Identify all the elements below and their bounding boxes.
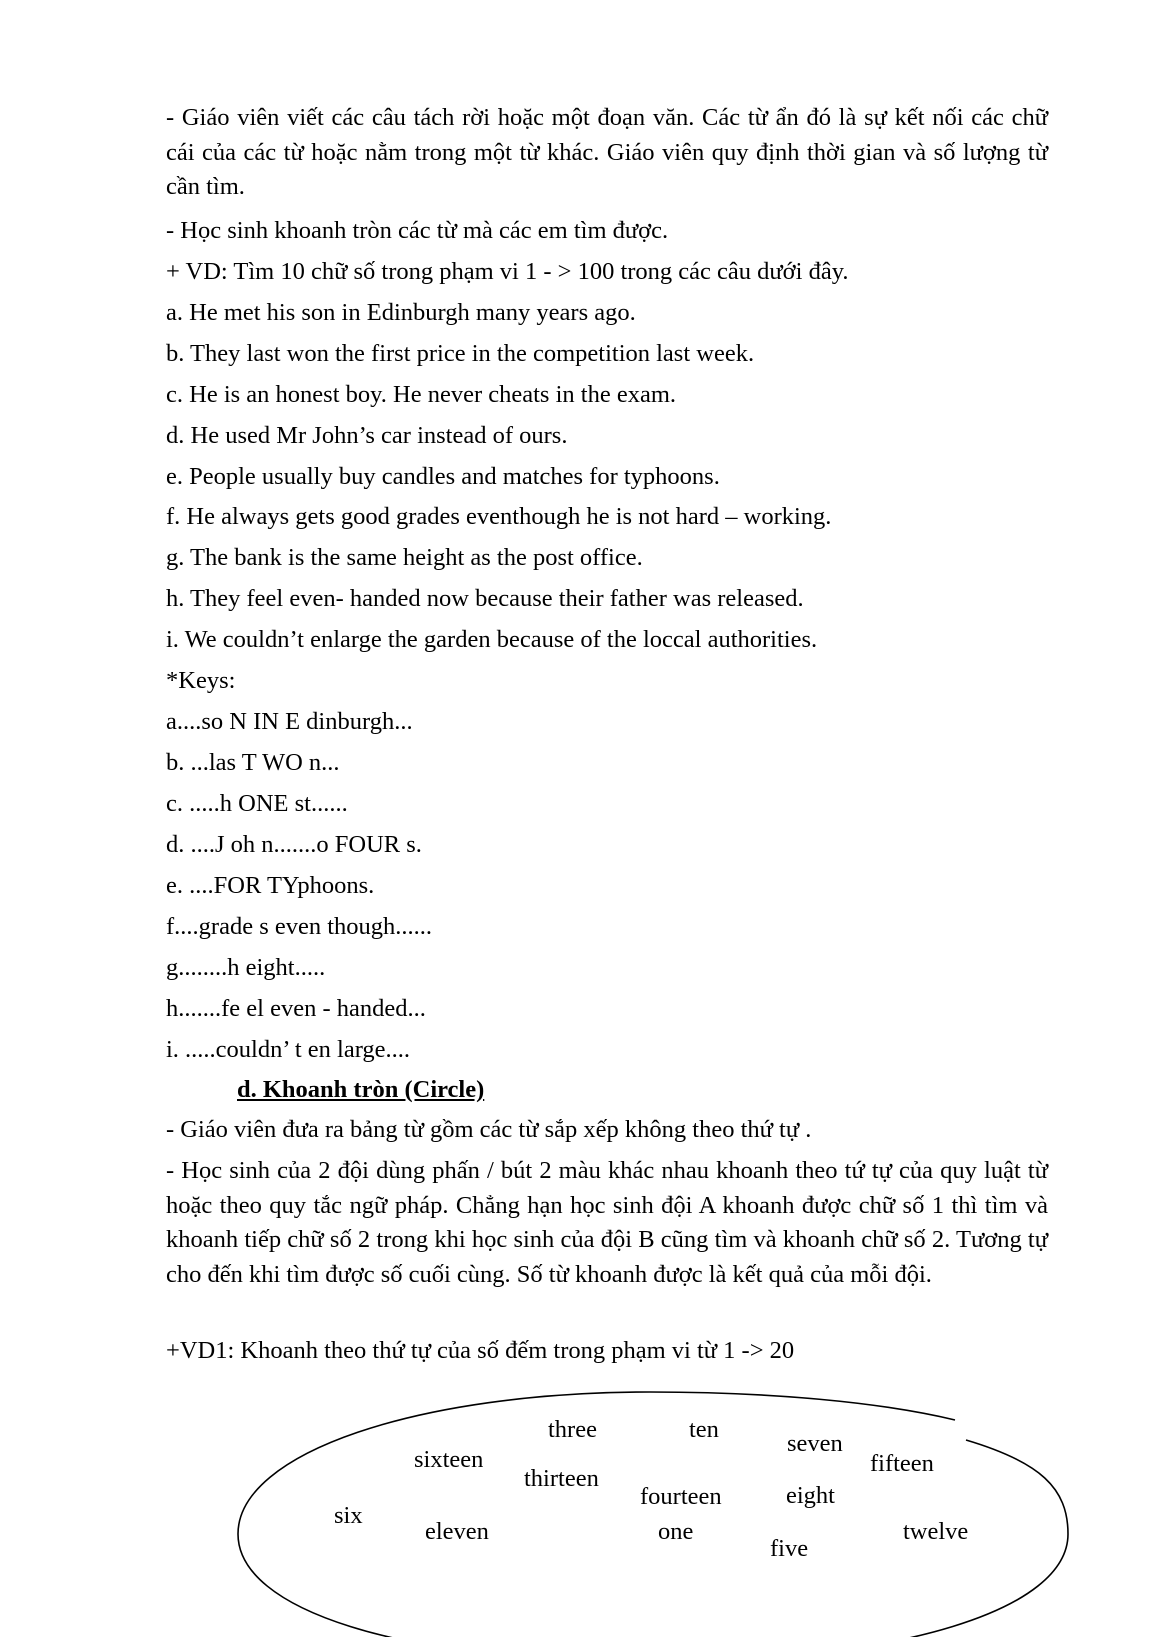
key-h: h.......fe el even - handed...: [166, 995, 426, 1022]
word-thirteen[interactable]: thirteen: [524, 1465, 599, 1492]
word-sixteen[interactable]: sixteen: [414, 1446, 484, 1473]
sentence-f: f. He always gets good grades eventhough he is not hard – working.: [166, 503, 832, 530]
sentence-g: g. The bank is the same height as the post office.: [166, 544, 643, 571]
key-i: i. .....couldn’ t en large....: [166, 1036, 411, 1063]
word-one[interactable]: one: [658, 1518, 694, 1545]
word-twelve[interactable]: twelve: [903, 1518, 969, 1545]
word-eight[interactable]: eight: [786, 1482, 835, 1509]
sentence-c: c. He is an honest boy. He never cheats in the exam.: [166, 381, 677, 408]
section-heading: d. Khoanh tròn (Circle): [237, 1076, 485, 1103]
sentence-h: h. They feel even- handed now because their father was released.: [166, 585, 804, 612]
section-paragraph: - Học sinh của 2 đội dùng phấn / bút 2 màu khác nhau khoanh theo tứ tự của quy luật từ hoặc theo quy tắc ngữ pháp. Chẳng hạn học sinh đội A khoanh được chữ số 1 thì tìm và khoanh tiếp chữ số 2 trong khi học sinh của đội B cũng tìm và khoanh chữ số 2. Tương tự cho đến khi tìm được số cuối cùng. Số từ khoanh được là kết quả của mỗi đội.: [166, 1157, 1048, 1288]
intro-example-line: + VD: Tìm 10 chữ số trong phạm vi 1 - > 100 trong các câu dưới đây.: [166, 258, 849, 285]
word-eleven[interactable]: eleven: [425, 1518, 489, 1545]
word-fifteen[interactable]: fifteen: [870, 1450, 934, 1477]
sentence-d: d. He used Mr John’s car instead of ours.: [166, 422, 568, 449]
keys-label: *Keys:: [166, 667, 236, 694]
section-example-line: +VD1: Khoanh theo thứ tự của số đếm trong phạm vi từ 1 -> 20: [166, 1337, 795, 1364]
key-a: a....so N IN E dinburgh...: [166, 708, 413, 735]
sentence-e: e. People usually buy candles and matches for typhoons.: [166, 463, 720, 490]
sentence-a: a. He met his son in Edinburgh many years ago.: [166, 299, 636, 326]
sentence-i: i. We couldn’t enlarge the garden because of the loccal authorities.: [166, 626, 818, 653]
key-g: g........h eight.....: [166, 954, 326, 981]
word-three[interactable]: three: [548, 1416, 597, 1443]
sentence-b: b. They last won the first price in the competition last week.: [166, 340, 755, 367]
word-six[interactable]: six: [334, 1502, 363, 1529]
word-seven[interactable]: seven: [787, 1430, 843, 1457]
word-ten[interactable]: ten: [689, 1416, 719, 1443]
intro-paragraph: - Giáo viên viết các câu tách rời hoặc một đoạn văn. Các từ ẩn đó là sự kết nối các chữ cái của các từ hoặc nằm trong một từ khác. Giáo viên quy định thời gian và số lượng từ cần tìm.: [166, 104, 1048, 200]
intro-student-line: - Học sinh khoanh tròn các từ mà các em tìm được.: [166, 217, 669, 244]
word-fourteen[interactable]: fourteen: [640, 1483, 722, 1510]
key-f: f....grade s even though......: [166, 913, 433, 940]
key-d: d. ....J oh n.......o FOUR s.: [166, 831, 422, 858]
key-c: c. .....h ONE st......: [166, 790, 348, 817]
section-teacher-line: - Giáo viên đưa ra bảng từ gồm các từ sắp xếp không theo thứ tự .: [166, 1116, 812, 1143]
key-e: e. ....FOR TYphoons.: [166, 872, 375, 899]
word-five[interactable]: five: [770, 1535, 809, 1562]
key-b: b. ...las T WO n...: [166, 749, 340, 776]
